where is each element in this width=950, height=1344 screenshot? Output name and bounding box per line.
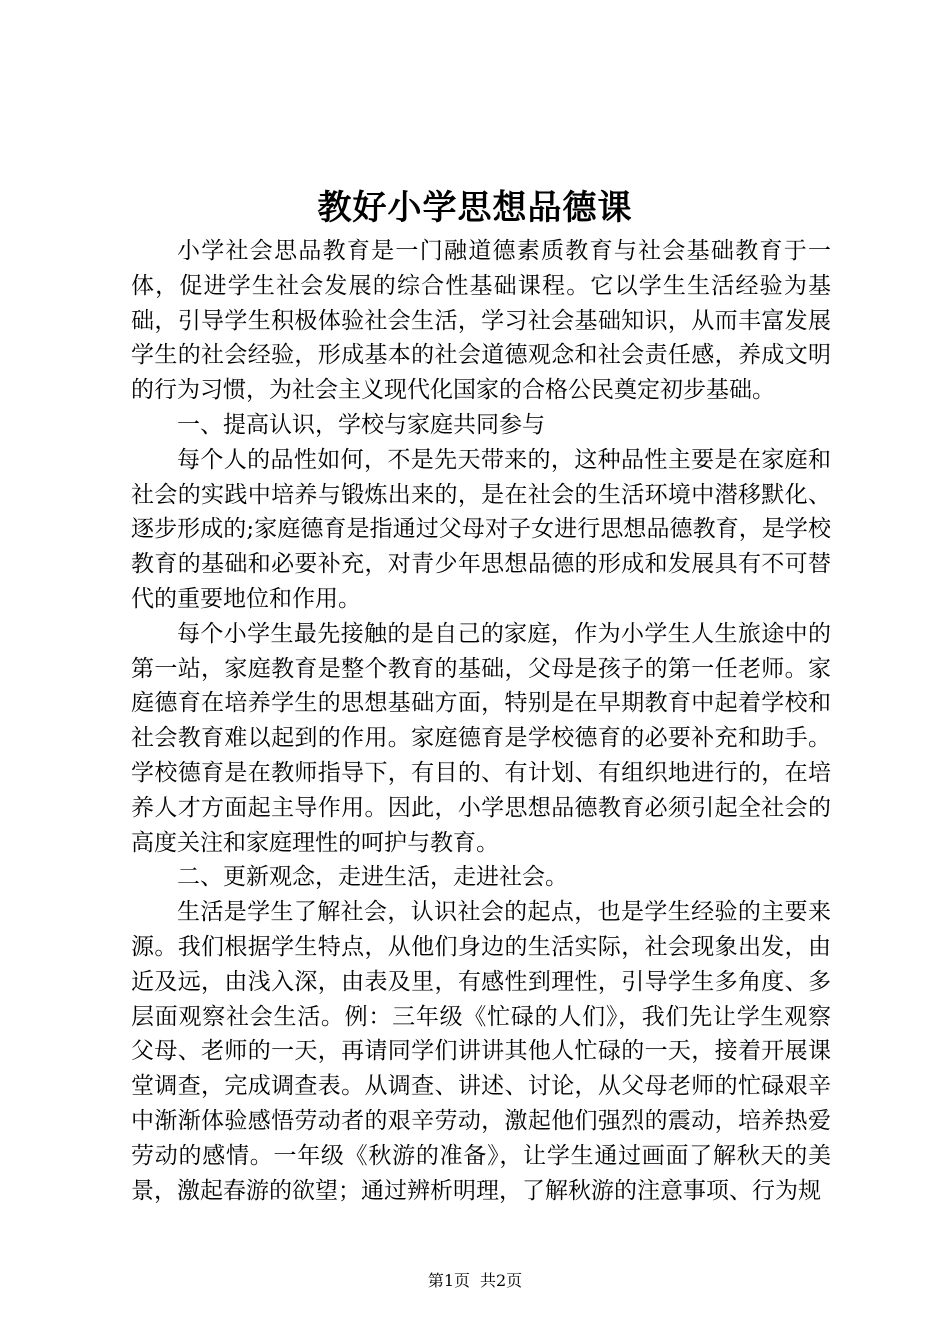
page-total: 共2页 bbox=[480, 1271, 523, 1290]
paragraph-character: 每个人的品性如何，不是先天带来的，这种品性主要是在家庭和社会的实践中培养与锻炼出来的，是在社会的生活环境中潜移默化、逐步形成的;家庭德育是指通过父母对子女进行思想品德教育，是学校教育的基础和必要补充，对青少年思想品德的形成和发展具有不可替代的重要地位和作用。 bbox=[131, 446, 831, 612]
paragraph-life: 生活是学生了解社会，认识社会的起点，也是学生经验的主要来源。我们根据学生特点，从他们身边的生活实际，社会现象出发，由近及远，由浅入深，由表及里，有感性到理性，引导学生多角度、多层面观察社会生活。例：三年级《忙碌的人们》，我们先让学生观察父母、老师的一天，再请同学们讲讲其他人忙碌的一天，接着开展课堂调查，完成调查表。从调查、讲述、讨论，从父母老师的忙碌艰辛中渐渐体验感悟劳动者的艰辛劳动，激起他们强烈的震动，培养热爱劳动的感情。一年级《秋游的准备》，让学生通过画面了解秋天的美景，激起春游的欲望；通过辨析明理，了解秋游的注意事项、行为规 bbox=[131, 899, 831, 1204]
document-body bbox=[131, 234, 831, 1208]
paragraph-family-education: 每个小学生最先接触的是自己的家庭，作为小学生人生旅途中的第一站，家庭教育是整个教育的基础，父母是孩子的第一任老师。家庭德育在培养学生的思想基础方面，特别是在早期教育中起着学校和社会教育难以起到的作用。家庭德育是学校德育的必要补充和助手。学校德育是在教师指导下，有目的、有计划、有组织地进行的，在培养人才方面起主导作用。因此，小学思想品德教育必须引起全社会的高度关注和家庭理性的呵护与教育。 bbox=[131, 620, 831, 856]
document-title: 教好小学思想品德课 bbox=[317, 188, 633, 228]
section-heading-2: 二、更新观念，走进生活，走进社会。 bbox=[177, 864, 568, 891]
section-heading-1: 一、提高认识，学校与家庭共同参与 bbox=[177, 411, 545, 438]
paragraph-intro: 小学社会思品教育是一门融道德素质教育与社会基础教育于一体，促进学生社会发展的综合性基础课程。它以学生生活经验为基础，引导学生积极体验社会生活，学习社会基础知识，从而丰富发展学生的社会经验，形成基本的社会道德观念和社会责任感，养成文明的行为习惯，为社会主义现代化国家的合格公民奠定初步基础。 bbox=[131, 238, 831, 404]
page-number: 第1页 bbox=[427, 1271, 470, 1290]
page-footer bbox=[0, 1270, 950, 1292]
